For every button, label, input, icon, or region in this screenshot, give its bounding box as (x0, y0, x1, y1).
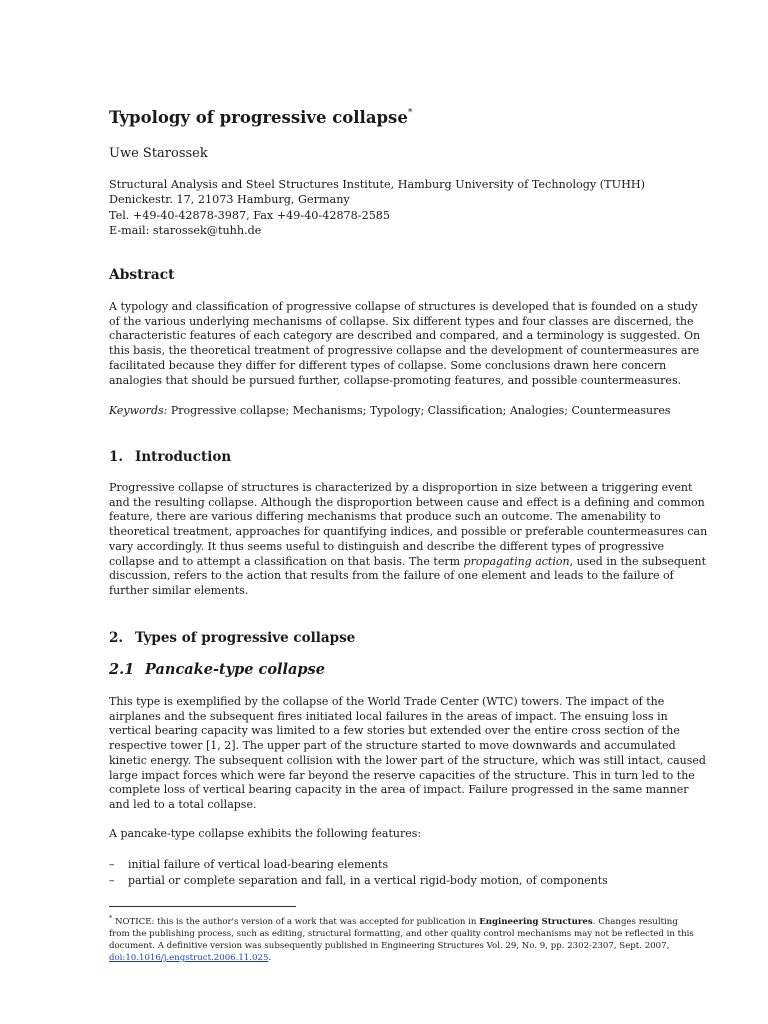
abstract-line: this basis, the theoretical treatment of progressive collapse and the development of countermeasures are (109, 344, 700, 358)
abstract-heading: Abstract (109, 267, 175, 283)
bullet-dash: – (109, 858, 115, 871)
abstract-line: of the various underlying mechanisms of collapse. Six different types and four classes are discerned, the (109, 314, 694, 328)
footnote-journal: Engineering Structures (479, 916, 593, 927)
section-2-number: 2. (109, 630, 124, 646)
paper-title (109, 108, 412, 127)
list-item-text: initial failure of vertical load-bearing elements (128, 858, 389, 871)
section-1-number: 1. (109, 449, 124, 465)
affiliation-block (109, 177, 645, 238)
pancake-line: kinetic energy. The subsequent collision with the lower part of the structure, which was still intact, caused (109, 753, 706, 767)
intro-line: theoretical treatment, approaches for quantifying indices, and possible or preferable countermeasures can (109, 525, 708, 539)
footnote-text-3: document. A definitive version was subsequently published in Engineering Structures Vol. 29, No. 9, pp. 2302-2307, Sept. 2007, (109, 941, 670, 952)
features-intro (109, 827, 657, 842)
pancake-line: complete loss of vertical bearing capacity in the area of impact. Failure progressed in the same manner (109, 783, 689, 797)
affiliation-email: E-mail: starossek@tuhh.de (109, 223, 262, 237)
intro-line-with-term (109, 554, 707, 570)
pancake-line: and led to a total collapse. (109, 797, 257, 811)
introduction-paragraph (109, 481, 708, 599)
pancake-line: respective tower [1, 2]. The upper part of the structure started to move downwards and accumulated (109, 739, 676, 753)
intro-line: discussion, refers to the action that results from the failure of one element and leads to the failure of (109, 569, 674, 583)
feature-list (109, 857, 608, 890)
intro-line: feature, there are various differing mechanisms that produce such an outcome. The amenability to (109, 510, 661, 524)
footnote-text-2: from the publishing process, such as editing, structural formatting, and other quality control mechanisms may not be reflected in this (109, 928, 694, 939)
intro-line: and the resulting collapse. Although the disproportion between cause and effect is a defining and common (109, 495, 705, 509)
footnote-divider (109, 906, 296, 907)
abstract-line: facilitated because they differ for different types of collapse. Some conclusions drawn here concern (109, 358, 667, 372)
affiliation-phone: Tel. +49-40-42878-3987, Fax +49-40-42878-2585 (109, 208, 391, 222)
intro-line: vary accordingly. It thus seems useful to distinguish and describe the different types of progressive (109, 539, 665, 553)
pancake-line: vertical bearing capacity was limited to a few stories but extended over the entire cross section of the (109, 724, 680, 738)
title-text: Typology of progressive collapse (109, 108, 408, 127)
abstract-line: A typology and classification of progressive collapse of structures is developed that is founded on a study (109, 300, 698, 313)
subsection-2-1-title: Pancake-type collapse (145, 661, 325, 678)
footnote-text-1-tail: . Changes resulting (592, 916, 678, 927)
footnote-text-1: NOTICE: this is the author's version of a work that was accepted for publication in (114, 916, 477, 927)
section-1-title: Introduction (135, 449, 232, 465)
intro-italic-term: propagating action (463, 554, 570, 568)
pancake-line: large impact forces which were far beyond the reserve capacities of the structure. This in turn led to the (109, 768, 695, 782)
list-item (109, 857, 608, 873)
pancake-line: airplanes and the subsequent fires initiated local failures in the areas of impact. The ensuing loss in (109, 709, 668, 723)
intro-line-tail: , used in the subsequent (569, 554, 707, 568)
keywords-line (109, 404, 671, 419)
affiliation-institute: Structural Analysis and Steel Structures Institute, Hamburg University of Technology (TUHH) (109, 178, 645, 191)
title-footnote-marker: * (407, 108, 413, 118)
list-item-text: partial or complete separation and fall, in a vertical rigid-body motion, of components (128, 874, 608, 888)
author-name: Uwe Starossek (109, 146, 208, 161)
footnote-marker: * (109, 914, 113, 922)
abstract-line: analogies that should be pursued further, collapse-promoting features, and possible countermeasures. (109, 373, 682, 387)
doi-link[interactable]: doi:10.1016/j.engstruct.2006.11.025 (109, 953, 269, 964)
intro-line: Progressive collapse of structures is characterized by a disproportion in size between a triggering event (109, 481, 693, 494)
subsection-2-1-heading (109, 661, 325, 678)
section-2-heading (109, 630, 355, 646)
features-intro-text: A pancake-type collapse exhibits the following features: (109, 827, 422, 840)
section-1-heading (109, 449, 231, 465)
section-2-title: Types of progressive collapse (135, 630, 356, 646)
intro-line-head: collapse and to attempt a classification on that basis. The term (109, 554, 461, 568)
abstract-paragraph (109, 300, 701, 388)
intro-line: further similar elements. (109, 583, 249, 597)
bullet-dash: – (109, 874, 115, 888)
keywords-list: Progressive collapse; Mechanisms; Typology; Classification; Analogies; Countermeasures (170, 404, 671, 417)
pancake-line: This type is exemplified by the collapse of the World Trade Center (WTC) towers. The impact of the (109, 695, 665, 708)
pancake-paragraph (109, 695, 706, 813)
doi-tail: . (268, 953, 272, 964)
list-item (109, 873, 608, 889)
subsection-2-1-number: 2.1 (109, 661, 135, 678)
abstract-line: characteristic features of each category are described and compared, and a terminology is suggested. On (109, 329, 701, 343)
keywords-label: Keywords: (109, 404, 168, 417)
affiliation-address: Denickestr. 17, 21073 Hamburg, Germany (109, 193, 350, 207)
footnote (109, 912, 694, 964)
